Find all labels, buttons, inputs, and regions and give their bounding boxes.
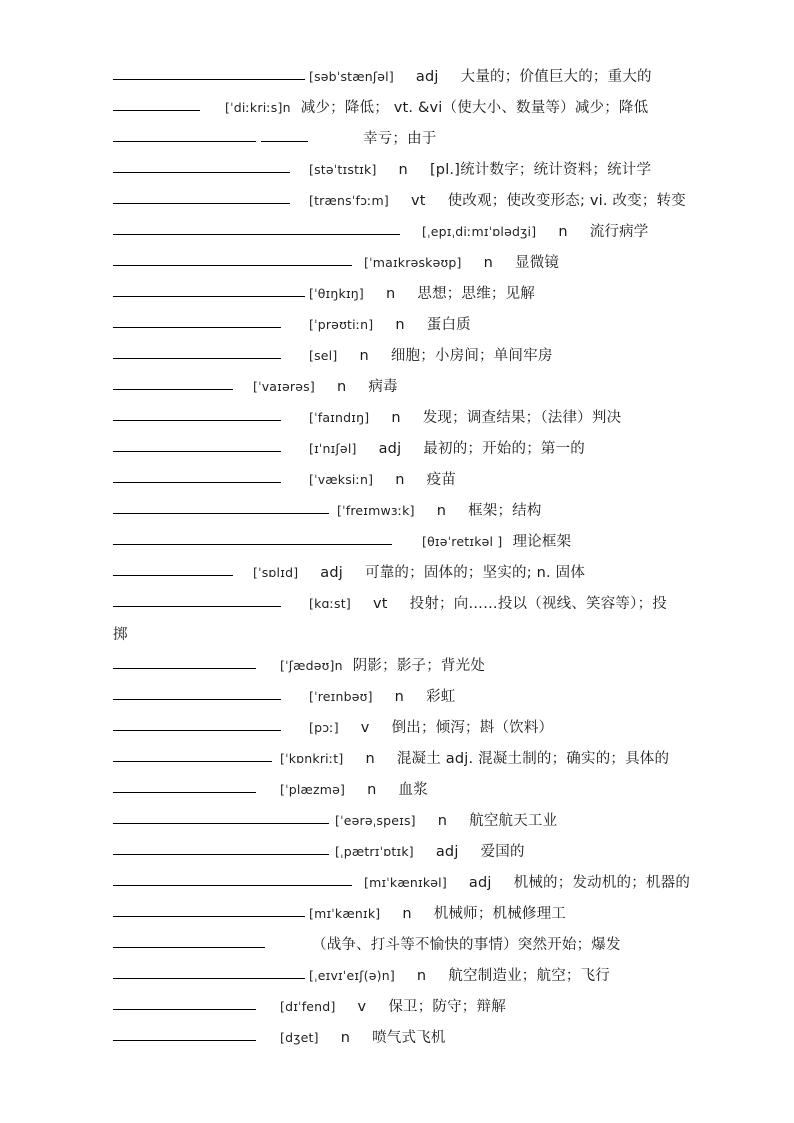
vocab-row [0, 899, 794, 923]
answer-blank[interactable] [113, 823, 329, 824]
meaning: 倒出；倾泻；斟（饮料） [391, 720, 554, 736]
meaning: 理论框架 [512, 534, 572, 550]
vocab-row [0, 620, 794, 644]
entry-text [309, 964, 610, 985]
answer-blank[interactable] [113, 327, 281, 328]
entry-text [309, 344, 553, 365]
part-of-speech: adj [320, 565, 344, 581]
vocab-row [0, 62, 794, 86]
answer-blank[interactable] [113, 792, 256, 793]
entry-text [280, 995, 506, 1016]
part-of-speech: n [336, 379, 347, 395]
vocab-row [0, 651, 794, 675]
entry-text [309, 282, 535, 303]
part-of-speech: n [436, 503, 447, 519]
answer-blank[interactable] [113, 296, 305, 297]
phonetic: [ˈkɒnkriːt] [280, 751, 344, 766]
answer-blank[interactable] [113, 575, 233, 576]
phonetic: [ˈeərəˌspeɪs] [335, 813, 416, 828]
answer-blank[interactable] [113, 699, 281, 700]
phonetic: [mɪˈkænɪkəl] [364, 875, 447, 890]
answer-blank[interactable] [113, 451, 281, 452]
part-of-speech: n [395, 472, 405, 488]
answer-blank[interactable] [113, 234, 400, 235]
meaning: 彩虹 [426, 689, 456, 705]
entry-text [309, 406, 621, 427]
vocab-row [0, 279, 794, 303]
vocab-row [0, 961, 794, 985]
answer-blank[interactable] [113, 761, 272, 762]
answer-blank[interactable] [113, 203, 290, 204]
part-of-speech: n [483, 255, 494, 271]
meaning: 喷气式飞机 [372, 1030, 446, 1046]
answer-blank[interactable] [113, 544, 392, 545]
phonetic: [dʒet] [280, 1030, 319, 1045]
meaning: 框架；结构 [468, 503, 542, 519]
entry-text [280, 747, 669, 768]
meaning: 发现；调查结果；（法律）判决 [422, 410, 622, 426]
vocab-row [0, 806, 794, 830]
answer-blank[interactable] [113, 141, 256, 142]
meaning: 保卫；防守；辩解 [388, 999, 506, 1015]
answer-blank[interactable] [113, 172, 290, 173]
meaning: （战争、打斗等不愉快的事情）突然开始；爆发 [312, 937, 621, 953]
part-of-speech: adj [415, 69, 439, 85]
answer-blank[interactable] [113, 668, 256, 669]
entry-text [309, 716, 553, 737]
entry-text [280, 778, 428, 799]
phonetic: [pɔː] [309, 720, 339, 735]
vocab-row [0, 589, 794, 613]
vocab-row [0, 558, 794, 582]
meaning: 大量的；价值巨大的；重大的 [460, 69, 652, 85]
answer-blank[interactable] [113, 358, 281, 359]
part-of-speech: n [367, 782, 377, 798]
meaning: 机械的；发动机的；机器的 [513, 875, 691, 891]
answer-blank[interactable] [113, 854, 329, 855]
part-of-speech: n [437, 813, 448, 829]
entry-text [309, 437, 585, 458]
meaning: 蛋白质 [426, 317, 471, 333]
part-of-speech: v [357, 999, 367, 1015]
answer-blank[interactable] [113, 265, 352, 266]
entry-text [364, 871, 690, 892]
answer-blank[interactable] [261, 141, 308, 142]
vocab-row [0, 775, 794, 799]
answer-blank[interactable] [113, 885, 352, 886]
entry-text [335, 809, 557, 830]
vocab-row [0, 527, 794, 551]
phonetic: [ˈθɪŋkɪŋ] [309, 286, 365, 301]
meaning: 机械师；机械修理工 [433, 906, 567, 922]
vocab-row [0, 434, 794, 458]
phonetic: [ˌepɪˌdiːmɪˈɒlədʒi] [422, 224, 537, 239]
meaning: 航空制造业；航空；飞行 [448, 968, 610, 984]
answer-blank[interactable] [113, 513, 329, 514]
meaning: 细胞；小房间；单间牢房 [390, 348, 553, 364]
part-of-speech: n [416, 968, 427, 984]
vocab-row [0, 837, 794, 861]
vocab-row [0, 868, 794, 892]
vocab-row [0, 93, 794, 117]
phonetic: [ˈmaɪkrəskəʊp] [364, 255, 462, 270]
meaning: 使改观；使改变形态; vi. 改变；转变 [447, 193, 686, 209]
phonetic: [ˌpætrɪˈɒtɪk] [335, 844, 414, 859]
part-of-speech: n [402, 906, 412, 922]
vocab-row [0, 496, 794, 520]
part-of-speech: adj [378, 441, 402, 457]
meaning: 幸亏；由于 [363, 131, 437, 147]
entry-text [363, 127, 437, 148]
entry-text [309, 313, 471, 334]
entry-text [337, 499, 542, 520]
meaning: 疫苗 [426, 472, 457, 488]
phonetic: [sel] [309, 348, 338, 363]
phonetic: [ˈfreɪmwɜːk] [337, 503, 415, 518]
phonetic: [ˈplæzmə] [280, 782, 346, 797]
entry-text [309, 468, 456, 489]
meaning: 减少；降低； vt. &vi（使大小、数量等）减少；降低 [300, 100, 649, 116]
vocab-row [0, 155, 794, 179]
phonetic: [kɑːst] [309, 596, 351, 611]
entry-text [309, 158, 651, 179]
part-of-speech: n [394, 689, 405, 705]
vocab-row [0, 341, 794, 365]
phonetic: [ˌeɪvɪˈeɪʃ(ə)n] [309, 968, 395, 983]
phonetic: [θɪəˈretɪkəl ] [422, 534, 503, 549]
part-of-speech: n [359, 348, 369, 364]
meaning: 投射；向……投以（视线、笑容等）；投 [409, 596, 667, 612]
meaning: 病毒 [368, 379, 398, 395]
phonetic: [ˈreɪnbəʊ] [309, 689, 373, 704]
vocab-row [0, 186, 794, 210]
part-of-speech: n [558, 224, 568, 240]
entry-text [309, 189, 686, 210]
phonetic: [ˈfaɪndɪŋ] [309, 410, 370, 425]
entry-text [280, 1026, 446, 1047]
entry-text [309, 902, 566, 923]
phonetic: [ˈʃædəʊ]n [280, 658, 343, 673]
meaning: 流行病学 [589, 224, 649, 240]
entry-text [253, 561, 585, 582]
phonetic: [ˈvaɪərəs] [253, 379, 315, 394]
vocab-row [0, 403, 794, 427]
entry-text [280, 654, 485, 675]
entry-text [422, 530, 571, 551]
meaning: 可靠的；固体的；坚实的; n. 固体 [365, 565, 586, 581]
part-of-speech: v [360, 720, 370, 736]
meaning: 爱国的 [480, 844, 525, 860]
vocab-row [0, 372, 794, 396]
meaning: 显微镜 [515, 255, 560, 271]
entry-text [312, 933, 621, 954]
vocab-row [0, 744, 794, 768]
vocab-row [0, 713, 794, 737]
part-of-speech: n [391, 410, 401, 426]
vocab-row [0, 248, 794, 272]
answer-blank[interactable] [113, 110, 200, 111]
meaning: [pl.]统计数字；统计资料；统计学 [429, 162, 652, 178]
vocab-row [0, 217, 794, 241]
part-of-speech: vt [411, 193, 426, 209]
answer-blank[interactable] [113, 978, 305, 979]
entry-text [113, 623, 128, 644]
vocab-row [0, 930, 794, 954]
part-of-speech: vt [372, 596, 388, 612]
answer-blank[interactable] [113, 79, 305, 80]
phonetic: [ˈsɒlɪd] [253, 565, 299, 580]
vocab-row [0, 992, 794, 1016]
vocab-row [0, 124, 794, 148]
part-of-speech: n [365, 751, 375, 767]
answer-blank[interactable] [113, 606, 281, 607]
phonetic: [səbˈstænʃəl] [309, 69, 394, 84]
entry-text [225, 96, 648, 117]
part-of-speech: adj [435, 844, 459, 860]
entry-text [335, 840, 525, 861]
entry-text [309, 65, 652, 86]
phonetic: [dɪˈfend] [280, 999, 336, 1014]
answer-blank[interactable] [113, 1040, 256, 1041]
meaning: 最初的；开始的；第一的 [423, 441, 585, 457]
phonetic: [stəˈtɪstɪk] [309, 162, 377, 177]
meaning: 血浆 [398, 782, 428, 798]
part-of-speech: adj [468, 875, 492, 891]
phonetic: [ˈvæksiːn] [309, 472, 374, 487]
meaning: 混凝土 adj. 混凝土制的；确实的；具体的 [396, 751, 670, 767]
entry-text [253, 375, 398, 396]
meaning: 掷 [113, 627, 128, 643]
entry-text [309, 592, 667, 613]
phonetic: [mɪˈkænɪk] [309, 906, 381, 921]
answer-blank[interactable] [113, 389, 233, 390]
vocab-row [0, 682, 794, 706]
phonetic: [ɪˈnɪʃəl] [309, 441, 357, 456]
phonetic: [ˈdiːkriːs]n [225, 100, 291, 115]
part-of-speech: n [395, 317, 405, 333]
vocab-row [0, 310, 794, 334]
meaning: 阴影；影子；背光处 [352, 658, 486, 674]
meaning: 航空航天工业 [469, 813, 558, 829]
answer-blank[interactable] [113, 1009, 256, 1010]
answer-blank[interactable] [113, 730, 281, 731]
entry-text [364, 251, 559, 272]
answer-blank[interactable] [113, 947, 265, 948]
answer-blank[interactable] [113, 916, 305, 917]
phonetic: [ˈprəʊtiːn] [309, 317, 374, 332]
answer-blank[interactable] [113, 420, 281, 421]
meaning: 思想；思维；见解 [417, 286, 536, 302]
part-of-speech: n [398, 162, 408, 178]
vocab-row [0, 1023, 794, 1047]
phonetic: [trænsˈfɔːm] [309, 193, 389, 208]
entry-text [422, 220, 649, 241]
vocab-row [0, 465, 794, 489]
part-of-speech: n [386, 286, 396, 302]
part-of-speech: n [340, 1030, 351, 1046]
answer-blank[interactable] [113, 482, 281, 483]
entry-text [309, 685, 455, 706]
